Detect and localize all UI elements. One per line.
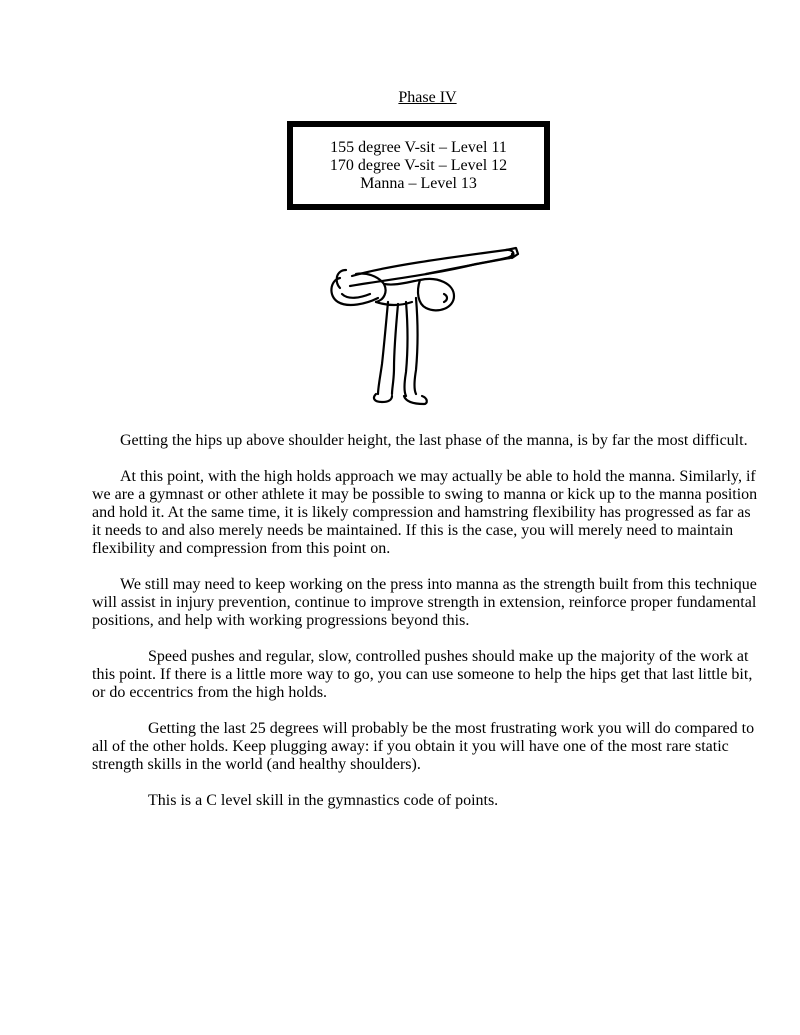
manna-figure-drawing-icon [326, 236, 522, 410]
paragraph-high-holds-approach: At this point, with the high holds approach we may actually be able to hold the manna. Similarly, if we are a gymnast or other athlete it may be possible to swing to manna or kick up to the manna position and hold it. At the same time, it is likely compression and hamstring flexibility has progressed as far as it needs to and also merely needs be maintained. If this is the case, you will merely need to maintain flexibility and compression from this point on. [92, 468, 758, 557]
paragraph-last-25-degrees: Getting the last 25 degrees will probably be the most frustrating work you will do compared to all of the other holds. Keep plugging away: if you obtain it you will have one of the most rare static strength skills in the world (and healthy shoulders). [92, 720, 755, 773]
level-line-v-sit-155: 155 degree V-sit – Level 11 [330, 138, 507, 156]
manna-figure-illustration [326, 236, 522, 410]
level-summary-box [287, 121, 550, 210]
paragraph-skill-level: This is a C level skill in the gymnastics code of points. [148, 792, 499, 809]
paragraph-press-into-manna: We still may need to keep working on the press into manna as the strength built from this technique will assist in injury prevention, continue to improve strength in extension, reinforce proper fundamental positions, and help with working progressions beyond this. [92, 576, 757, 629]
level-line-v-sit-170: 170 degree V-sit – Level 12 [329, 156, 508, 174]
level-line-manna: Manna – Level 13 [360, 174, 477, 192]
page-title: Phase IV [398, 89, 457, 106]
paragraph-speed-pushes: Speed pushes and regular, slow, controlled pushes should make up the majority of the work at this point. If there is a little more way to go, you can use someone to help the hips get that last little bit, or do eccentrics from the high holds. [92, 648, 753, 701]
paragraph-hips-above-shoulder: Getting the hips up above shoulder height, the last phase of the manna, is by far the most difficult. [120, 432, 748, 449]
body-text [92, 432, 762, 828]
